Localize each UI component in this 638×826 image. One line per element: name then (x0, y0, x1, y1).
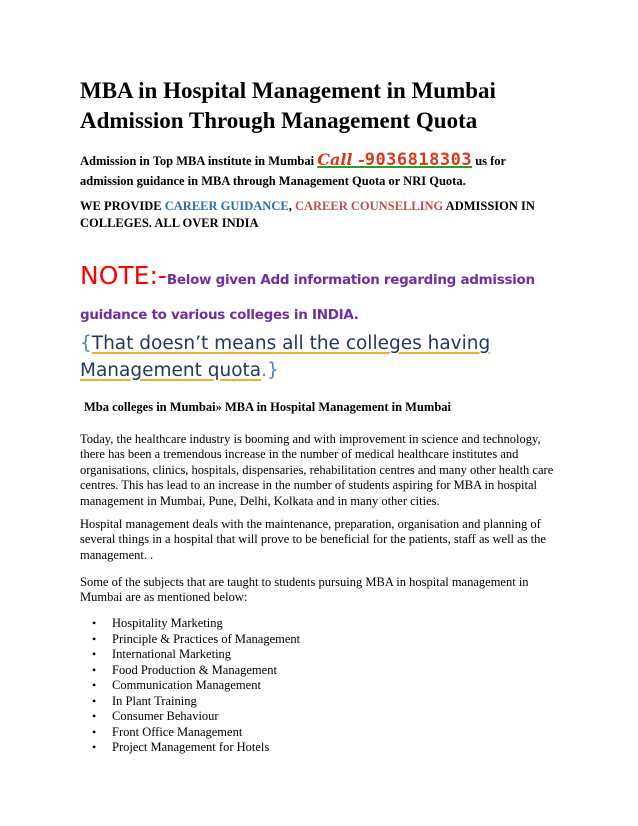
provide-paragraph (80, 198, 550, 232)
intro-paragraph (80, 150, 560, 191)
title-line-2: Admission Through Management Quota (80, 108, 478, 133)
career-counselling-link[interactable]: CAREER COUNSELLING (294, 199, 444, 213)
list-item: • Hospitality Marketing (80, 616, 300, 632)
list-item: • Front Office Management (80, 725, 300, 741)
note-lead: NOTE:- (80, 261, 167, 290)
paragraph-healthcare: Today, the healthcare industry is booming and with improvement in science and technology, there has been a tremendous increase in the number of medical healthcare institutes and organisations, clinics, hospitals, dispensaries, rehabilitation centres and many other health care centres. This has lead to an increase in the number of students aspiring for MBA in hospital management in Mumbai, Pune, Delhi, Kolkata and in many other cities. (80, 432, 554, 508)
provide-lead: WE PROVIDE (80, 199, 165, 213)
paragraph-hospital-management: Hospital management deals with the maintenance, preparation, organisation and planning of several things in a hospital that will prove to be beneficial for the patients, staff as well as the management. . (80, 517, 546, 562)
intro-after: us for admission guidance in MBA through Management Quota or NRI Quota. (80, 154, 506, 188)
note-paragraph (80, 259, 560, 332)
note-text: Below given Add information regarding admission guidance to various colleges in INDIA. (80, 272, 535, 323)
call-number: 9036818303 (364, 150, 473, 170)
list-item: • Principle & Practices of Management (80, 632, 300, 648)
intro-before: Admission in Top MBA institute in Mumbai (80, 154, 318, 168)
career-guidance-link[interactable]: CAREER GUIDANCE (164, 199, 289, 213)
list-item: • Project Management for Hotels (80, 740, 300, 756)
title-line-1: MBA in Hospital Management in Mumbai (80, 78, 496, 103)
page-title (80, 76, 496, 136)
list-item: • In Plant Training (80, 694, 300, 710)
list-item: • Communication Management (80, 678, 300, 694)
quota-text: That doesn’t means all the colleges having Management quota (80, 333, 491, 381)
quota-close-brace: .} (261, 360, 279, 381)
provide-tail: ADMISSION IN COLLEGES. ALL OVER INDIA (80, 199, 535, 230)
list-item: • International Marketing (80, 647, 300, 663)
paragraph-subjects-intro: Some of the subjects that are taught to students pursuing MBA in hospital management in Mumbai are as mentioned below: (80, 575, 529, 605)
list-item: • Food Production & Management (80, 663, 300, 679)
call-label: Call - (317, 150, 365, 169)
breadcrumb[interactable]: Mba colleges in Mumbai» MBA in Hospital Management in Mumbai (84, 400, 452, 414)
list-item: • Consumer Behaviour (80, 709, 300, 725)
provide-comma: , (288, 199, 295, 213)
quota-paragraph (80, 330, 560, 384)
quota-open-brace: { (80, 333, 92, 354)
subjects-list (80, 616, 300, 756)
call-link[interactable] (317, 150, 472, 169)
